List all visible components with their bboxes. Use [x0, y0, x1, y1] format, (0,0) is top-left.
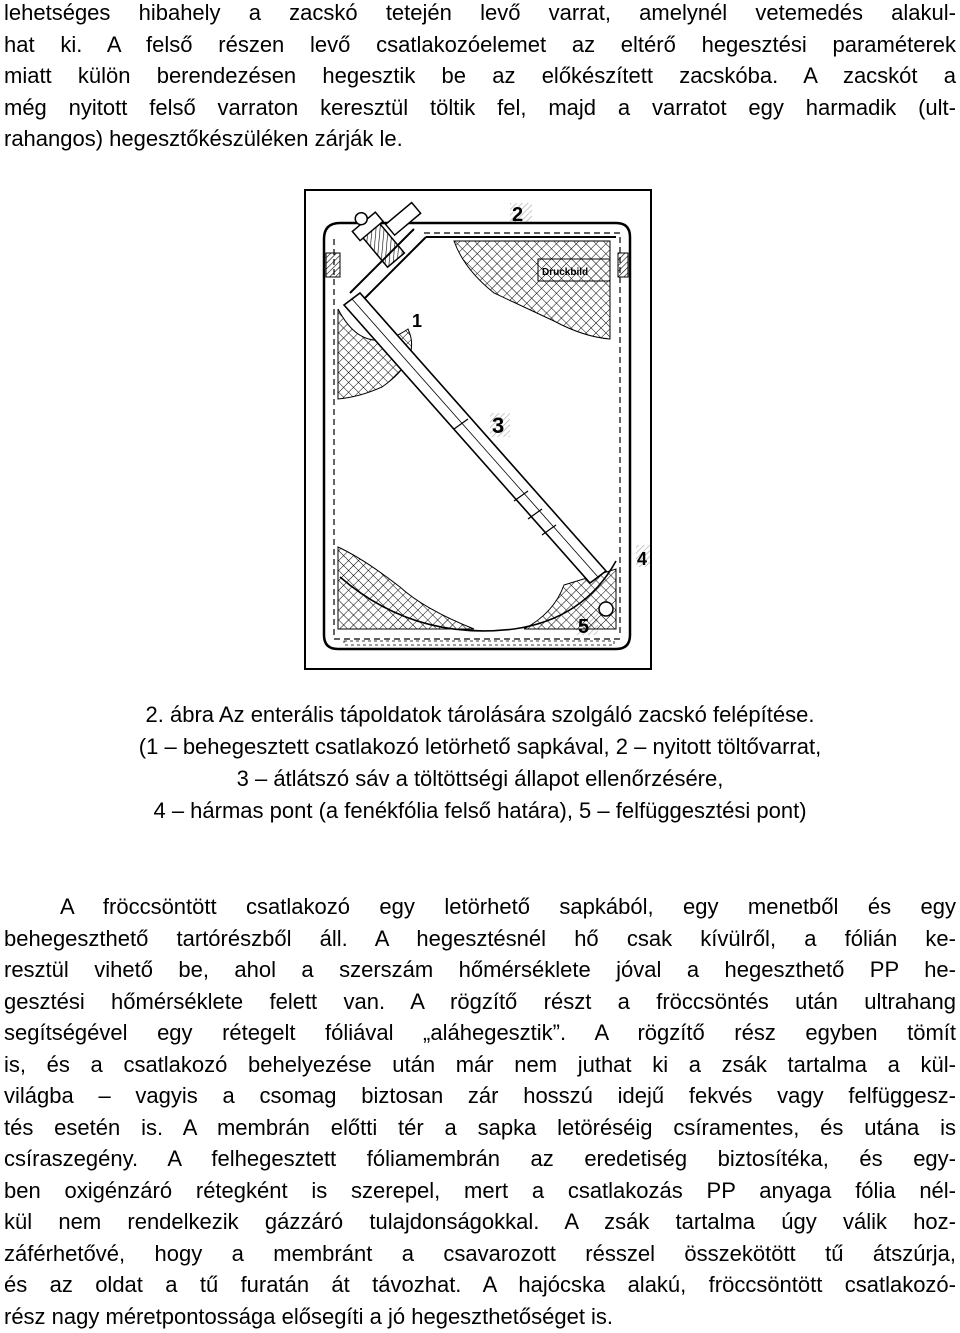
intro-line: miatt külön berendezésen hegesztik be az előkészített zacskóba. A zacskót a: [4, 63, 956, 88]
intro-line: lehetséges hibahely a zacskó tetején levő varrat, amelynél vetemedés alakul-: [4, 0, 956, 25]
label-3: 3: [492, 413, 505, 438]
intro-line: még nyitott felső varraton keresztül töltik fel, majd a varratot egy harmadik (ult-: [4, 94, 956, 120]
bag-structure-figure: [304, 189, 652, 670]
body-line: A fröccsöntött csatlakozó egy letörhető sapkából, egy menetből és egy: [60, 894, 956, 919]
body-line: behegeszthető tartórészből áll. A hegesztésnél hő csak kívülről, a fólián ke-: [4, 925, 956, 951]
body-paragraph: [4, 891, 956, 1332]
body-line: tés esetén is. A membrán előtti tér a sapka letöréséig csíramentes, és utána is: [4, 1114, 956, 1140]
intro-paragraph: [4, 0, 956, 155]
body-line: és az oldat a tű furatán át távozhat. A hajócska alakú, fröccsöntött csatlakozó-: [4, 1272, 956, 1297]
figure-caption: [0, 699, 960, 827]
label-2: 2: [512, 204, 524, 226]
body-line: záférhetővé, hogy a membránt a csavarozott résszel összekötött tű átszúrja,: [4, 1240, 956, 1266]
body-line: világba – vagyis a csomag biztosan zár hosszú idejű fekvés vagy felfüggesz-: [4, 1083, 956, 1108]
intro-line: hat ki. A felső részen levő csatlakozóelemet az eltérő hegesztési paraméterek: [4, 31, 956, 57]
left-hatch-block: [326, 253, 340, 277]
body-line: segítségével egy rétegelt fóliával „aláhegesztik”. A rögzítő rész egyben tömít: [4, 1020, 956, 1045]
body-line: ben oxigénzáró rétegként is szerepel, mert a csatlakozás PP anyaga fólia nél-: [4, 1177, 956, 1203]
body-line: csíraszegény. A felhegesztett fóliamembrán az eredetiség biztosítéka, és egy-: [4, 1146, 956, 1171]
hanging-hole-icon: [599, 602, 613, 616]
label-5: 5: [578, 616, 590, 638]
caption-line-2: 3 – átlátszó sáv a töltöttségi állapot ellenőrzésére,: [236, 766, 724, 791]
label-4: 4: [637, 549, 648, 569]
caption-line-3: 4 – hármas pont (a fenékfólia felső határa), 5 – felfüggesztési pont): [153, 798, 807, 823]
caption-line-1: (1 – behegesztett csatlakozó letörhető sapkával, 2 – nyitott töltővarrat,: [138, 734, 822, 759]
druckbild-label: Druckbild: [542, 267, 589, 278]
label-1: 1: [412, 311, 423, 331]
body-line: rész nagy méretpontossága elősegíti a jó hegeszthetőséget is.: [4, 1303, 614, 1329]
intro-line: rahangos) hegesztőkészüléken zárják le.: [4, 126, 403, 151]
caption-title: 2. ábra Az enterális tápoldatok tárolására szolgáló zacskó felépítése.: [145, 702, 815, 727]
body-line: is, és a csatlakozó behelyezése után már nem juthat ki a zsák tartalma a kül-: [4, 1051, 956, 1077]
body-line: gesztési hőmérséklete felett van. A rögzítő részt a fröccsöntés után ultrahang: [4, 988, 956, 1014]
body-line: resztül vihető be, ahol a szerszám hőmérséklete jóval a hegeszthető PP he-: [4, 957, 956, 982]
bag-diagram: [304, 189, 652, 670]
body-line: kül nem rendelkezik gázzáró tulajdonságokkal. A zsák tartalma úgy válik hoz-: [4, 1209, 956, 1234]
right-hatch-block: [618, 253, 628, 277]
